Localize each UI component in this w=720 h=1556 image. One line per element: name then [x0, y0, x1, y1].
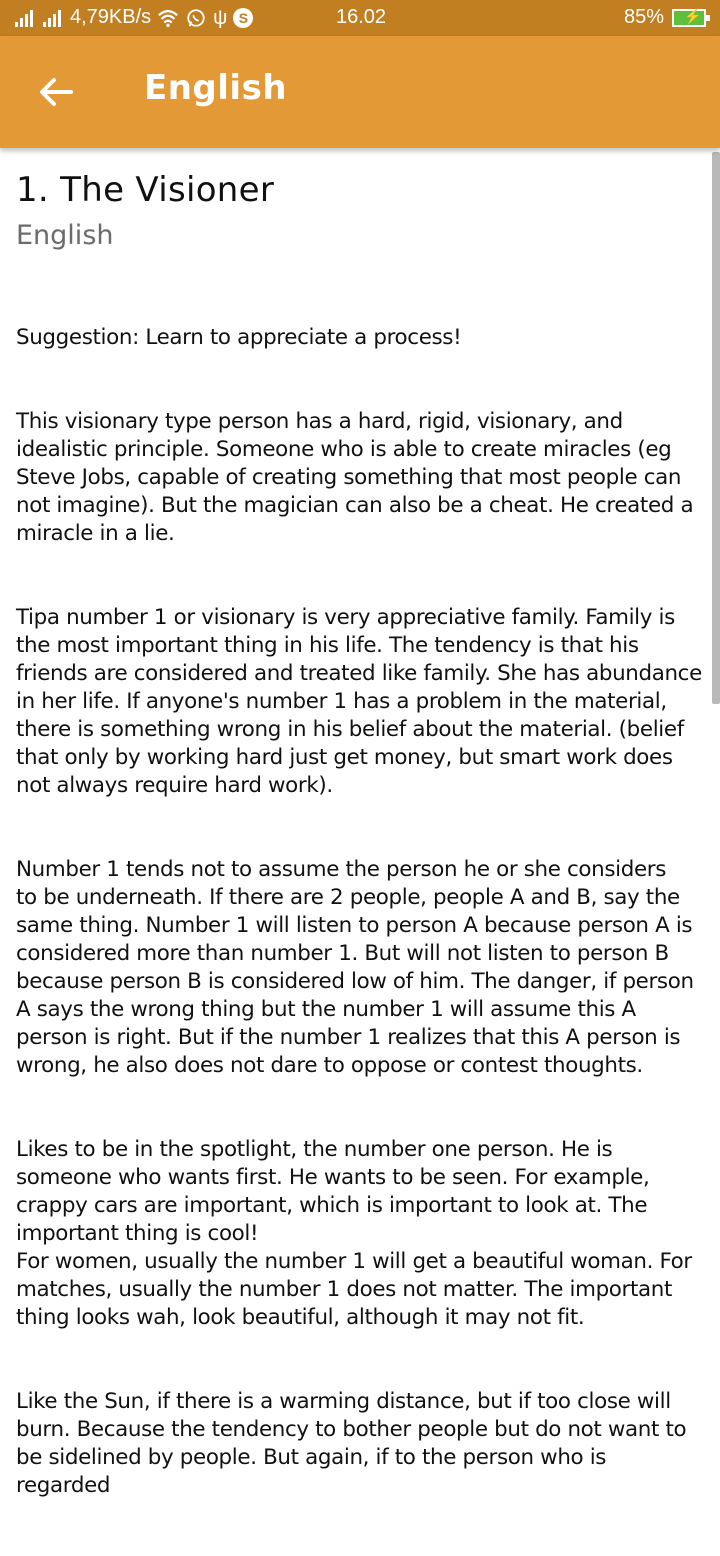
article-paragraph: Number 1 tends not to assume the person he or she considers to be underneath. If there are 2 people, people A and B, say the same thing. Number 1 will listen to person A because person A is considered more than number 1. But will not listen to person B because person B is considered low of him. The danger, if person A says the wrong thing but the number 1 will assume this A person is right. But if the number 1 realizes that this A person is wrong, he also does not dare to oppose or contest thoughts.: [16, 857, 694, 1078]
status-bar: [0, 0, 720, 36]
whatsapp-icon: [185, 8, 207, 28]
status-time: 16.02: [336, 6, 387, 28]
app-bar-title: English: [144, 68, 288, 108]
battery-level: 85%: [623, 6, 664, 28]
article-paragraph: Like the Sun, if there is a warming distance, but if too close will burn. Because the tendency to bother people but do not want to be sidelined by people. But again, if to the person who is regarded: [16, 1389, 687, 1498]
app-bar: [0, 36, 720, 148]
signal-icon: [14, 8, 36, 28]
article-paragraph: Suggestion: Learn to appreciate a process!: [16, 325, 462, 350]
usb-icon: ψ: [213, 6, 228, 29]
article-paragraph: Likes to be in the spotlight, the number one person. He is someone who wants first. He wants to be seen. For example, crappy cars are important, which is important to look at. The important thing is cool! For women, usually the number 1 will get a beautiful woman. For matches, usually the number 1 does not matter. The important thing looks wah, look beautiful, although it may not fit.: [16, 1137, 692, 1330]
wifi-icon: [157, 8, 179, 28]
article-category: English: [16, 220, 114, 251]
status-right: [624, 6, 706, 29]
back-button[interactable]: [26, 62, 86, 122]
signal-icon: [42, 8, 64, 28]
article-paragraph: Tipa number 1 or visionary is very appreciative family. Family is the most important thing in his life. The tendency is that his friends are considered and treated like family. She has abundance in her life. If anyone's number 1 has a problem in the material, there is something wrong in his belief about the material. (belief that only by working hard just get money, but smart work does not always require hard work).: [16, 605, 702, 798]
article-paragraph: This visionary type person has a hard, rigid, visionary, and idealistic principle. Someone who is able to create miracles (eg Steve Jobs, capable of creating something that most people can not imagine). But the magician can also be a cheat. He created a miracle in a lie.: [16, 409, 694, 546]
battery-charging-icon: ⚡: [672, 9, 706, 27]
article-body: [16, 296, 706, 1556]
scrollbar[interactable]: [712, 152, 720, 704]
s-app-icon: S: [233, 8, 253, 28]
article-title: 1. The Visioner: [16, 170, 275, 210]
network-speed: 4,79KB/s: [70, 6, 152, 28]
arrow-left-icon: [38, 76, 74, 108]
status-left: [14, 6, 253, 29]
article-scroll-view[interactable]: [0, 148, 720, 1498]
